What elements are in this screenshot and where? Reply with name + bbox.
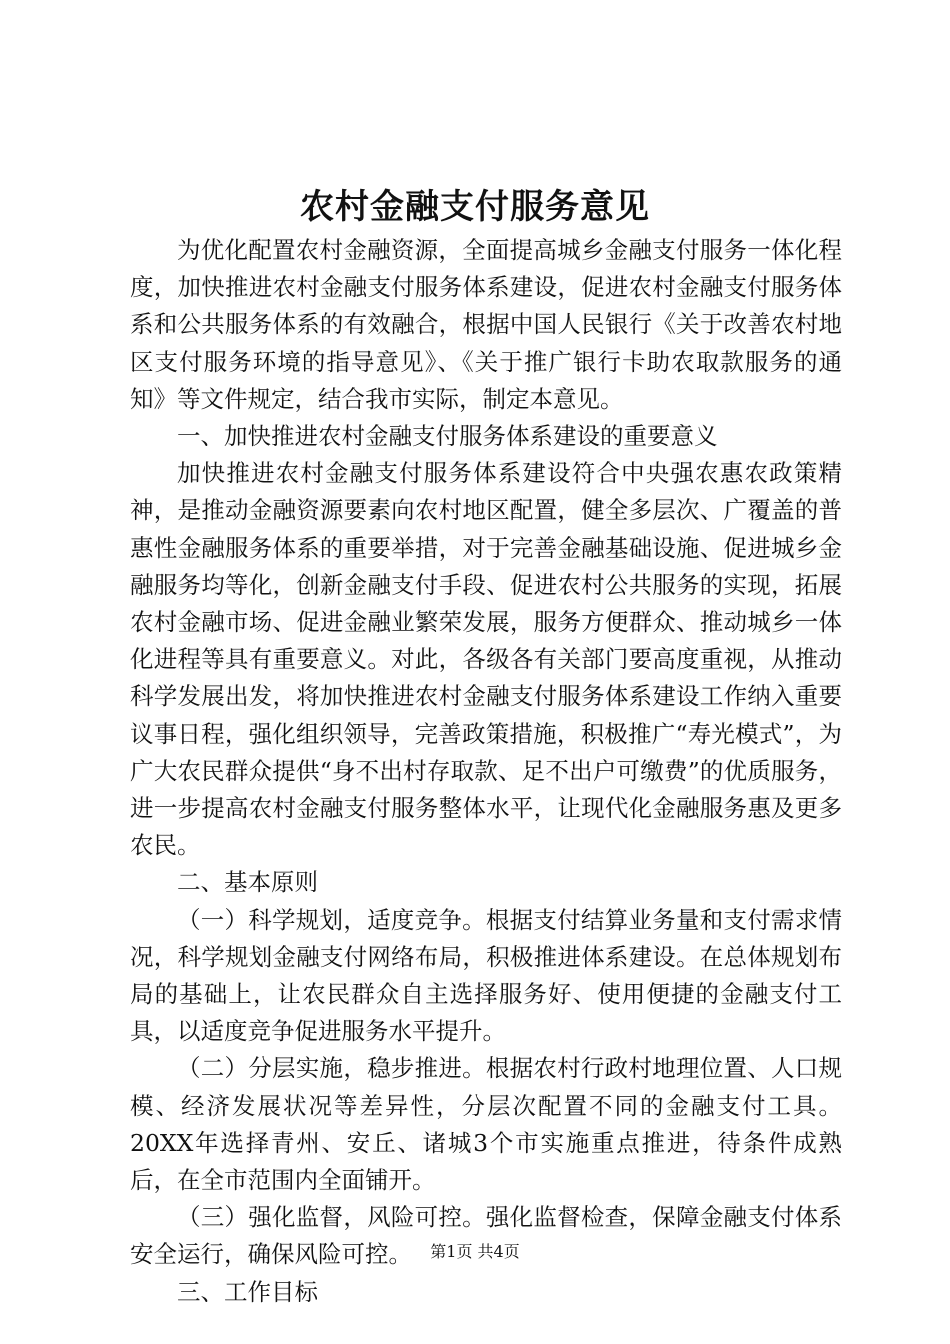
principle-1-paragraph: （一）科学规划，适度竞争。根据支付结算业务量和支付需求情况，科学规划金融支付网络布局，积极推进体系建设。在总体规划布局的基础上，让农民群众自主选择服务好、使用便捷的金融支付工具，以适度竞争促进服务水平提升。: [130, 905, 842, 1046]
document-body: [130, 232, 842, 1311]
section-1-paragraph: 加快推进农村金融支付服务体系建设符合中央强农惠农政策精神，是推动金融资源要素向农村地区配置，健全多层次、广覆盖的普惠性金融服务体系的重要举措，对于完善金融基础设施、促进城乡金融服务均等化，创新金融支付手段、促进农村公共服务的实现，拓展农村金融市场、促进金融业繁荣发展，服务方便群众、推动城乡一体化进程等具有重要意义。对此，各级各有关部门要高度重视，从推动科学发展出发，将加快推进农村金融支付服务体系建设工作纳入重要议事日程，强化组织领导，完善政策措施，积极推广“寿光模式”，为广大农民群众提供“身不出村存取款、足不出户可缴费”的优质服务，进一步提高农村金融支付服务整体水平，让现代化金融服务惠及更多农民。: [130, 459, 842, 860]
intro-paragraph: 为优化配置农村金融资源，全面提高城乡金融支付服务一体化程度，加快推进农村金融支付服务体系建设，促进农村金融支付服务体系和公共服务体系的有效融合，根据中国人民银行《关于改善农村地区支付服务环境的指导意见》、《关于推广银行卡助农取款服务的通知》等文件规定，结合我市实际，制定本意见。: [130, 236, 842, 413]
page-number-footer: 第1页 共4页: [430, 1242, 520, 1261]
section-heading-3: 三、工作目标: [177, 1277, 318, 1306]
principle-3-paragraph: （三）强化监督，风险可控。强化监督检查，保障金融支付体系安全运行，确保风险可控。: [130, 1203, 842, 1269]
principle-2-paragraph: （二）分层实施，稳步推进。根据农村行政村地理位置、人口规模、经济发展状况等差异性，分层次配置不同的金融支付工具。20XX年选择青州、安丘、诸城3个市实施重点推进，待条件成熟后，在全市范围内全面铺开。: [130, 1054, 842, 1195]
section-heading-1: 一、加快推进农村金融支付服务体系建设的重要意义: [177, 422, 718, 451]
document-title: 农村金融支付服务意见: [300, 187, 650, 227]
section-heading-2: 二、基本原则: [177, 868, 318, 897]
